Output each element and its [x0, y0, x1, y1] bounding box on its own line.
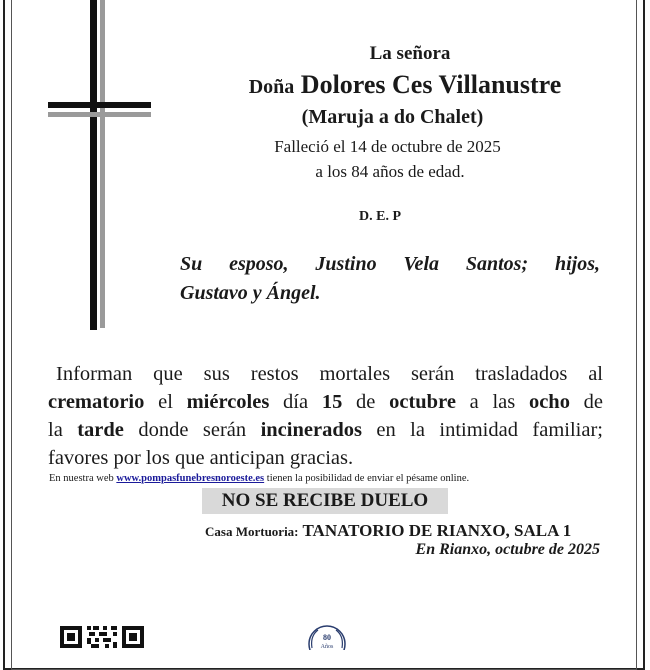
body-bold: ocho: [528, 391, 570, 413]
body-line-1: Informan que sus restos mortales serán trasladados al: [56, 363, 603, 385]
body-text: en la intimidad familiar;: [361, 419, 603, 441]
place-date: En Rianxo, octubre de 2025: [415, 541, 600, 558]
qr-code-icon: [60, 622, 148, 650]
death-date: Falleció el 14 de octubre de 2025: [274, 137, 501, 156]
nickname: (Maruja a do Chalet): [301, 106, 484, 128]
body-bold: crematorio: [48, 391, 145, 413]
body-bold: 15: [321, 391, 343, 413]
web-text-pre: En nuestra web: [49, 473, 117, 484]
logo-number: 80: [323, 633, 331, 642]
mortuary-label: Casa Mortuoria:: [205, 524, 299, 539]
cross-icon: [0, 0, 160, 340]
body-text: donde serán: [123, 419, 261, 441]
deceased-name: Dolores Ces Villanustre: [300, 70, 562, 99]
family-line-1: Su esposo, Justino Vela Santos; hijos,: [180, 253, 600, 275]
intro-text: La señora: [369, 43, 451, 64]
family-block: [180, 250, 600, 308]
body-line-3: [48, 416, 603, 444]
body-bold: incinerados: [260, 419, 362, 441]
body-bold: octubre: [389, 391, 456, 413]
body-text: a las: [455, 391, 529, 413]
age-line: a los 84 años de edad.: [315, 162, 465, 181]
body-bold: tarde: [77, 419, 124, 441]
body-text: la: [48, 419, 78, 441]
body-bold: miércoles: [186, 391, 270, 413]
body-text: de: [569, 391, 604, 413]
mortuary-value: TANATORIO DE RIANXO, SALA 1: [302, 521, 572, 540]
body-line-4: favores por los que anticipan gracias.: [48, 447, 354, 469]
body-text: de: [342, 391, 390, 413]
anniversary-logo-icon: [300, 622, 354, 650]
name-prefix: Doña: [248, 76, 295, 98]
family-line-2: Gustavo y Ángel.: [180, 282, 321, 304]
deceased-name-line: [185, 70, 625, 100]
body-text: día: [269, 391, 322, 413]
mortuary-line: [205, 521, 605, 541]
no-mourning-notice: NO SE RECIBE DUELO: [202, 488, 448, 514]
announcement-body: [48, 360, 603, 472]
web-notice: [49, 473, 609, 484]
body-text: el: [144, 391, 187, 413]
web-text-post: tienen la posibilidad de enviar el pésame online.: [264, 473, 470, 484]
logo-text: Años: [320, 644, 334, 650]
body-line-2: [48, 388, 603, 416]
dep-text: D. E. P: [359, 209, 401, 224]
website-link[interactable]: www.pompasfunebresnoroeste.es: [116, 473, 265, 484]
